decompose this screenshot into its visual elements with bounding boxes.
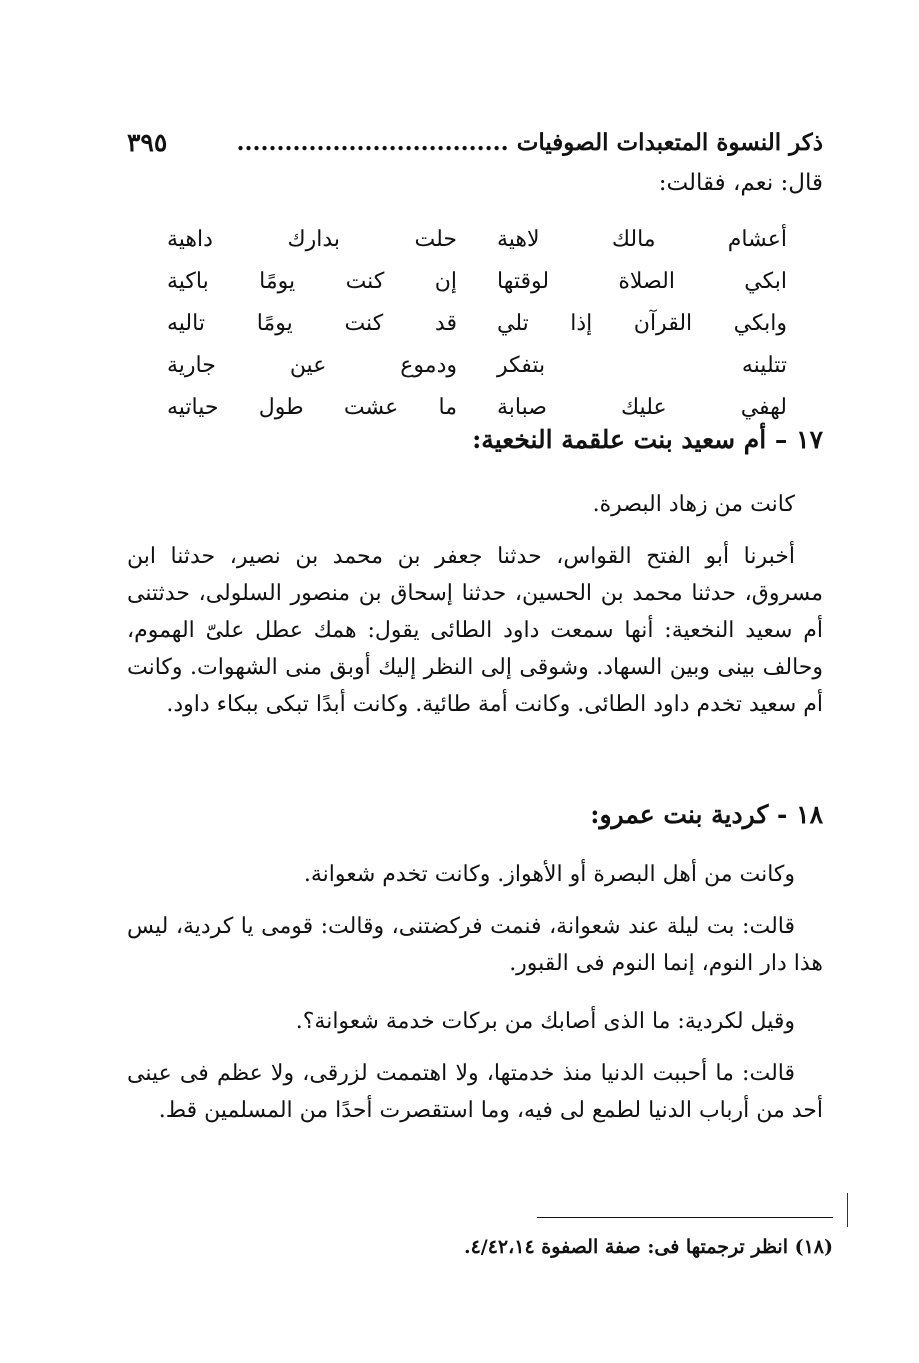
verse-second-hemistich: قد كنت يومًا تاليه xyxy=(167,310,457,336)
footnote-divider xyxy=(537,1217,833,1218)
section-17-paragraph-2: أخبرنا أبو الفتح القواس، حدثنا جعفر بن محمد بن نصير، حدثنا ابن مسروق، حدثنا محمد بن الحسين، حدثنا إسحاق بن منصور السلولى، حدثتنى أم سعيد النخعية: أنها سمعت داود الطائى يقول: همك عطل علىّ الهموم، وحالف بينى وبين السهاد. وشوقى إلى النظر إليك أوبق منى الشهوات. وكانت أم سعيد تخدم داود الطائى. وكانت أمة طائية. وكانت أبدًا تبكى ببكاء داود. xyxy=(127,544,823,717)
margin-mark xyxy=(847,1193,848,1227)
verse-first-hemistich: أعشام مالك لاهية xyxy=(497,226,787,252)
section-18-paragraph-3: وقيل لكردية: ما الذى أصابك من بركات خدمة شعوانة؟. xyxy=(295,1009,795,1034)
poem xyxy=(167,218,787,428)
footnote: (١٨) انظر ترجمتها فى: صفة الصفوة ٤/٤٢،١٤. xyxy=(463,1236,833,1258)
section-18-paragraph-4: قالت: ما أحببت الدنيا منذ خدمتها، ولا اهتممت لزرقى، ولا عظم فى عينى أحد من أرباب الدنيا لطمع لى فيه، وما استقصرت أحدًا من المسلمين قط. xyxy=(127,1061,823,1123)
section-17-heading: ١٧ – أم سعيد بنت علقمة النخعية: xyxy=(472,425,823,454)
verse-second-hemistich: ودموع عين جارية xyxy=(167,352,457,378)
running-header xyxy=(127,122,823,162)
section-18-paragraph-2: قالت: بت ليلة عند شعوانة، فنمت فركضتنى، وقالت: قومى يا كردية، ليس هذا دار النوم، إنما النوم فى القبور. xyxy=(127,914,823,976)
verse-second-hemistich: إن كنت يومًا باكية xyxy=(167,268,457,294)
verse-second-hemistich: حلت بدارك داهية xyxy=(167,226,457,252)
verse-first-hemistich: وابكي القرآن إذا تلي xyxy=(497,310,787,336)
poem-verse xyxy=(167,218,787,260)
poem-verse xyxy=(167,386,787,428)
poem-verse xyxy=(167,302,787,344)
page-number: ٣٩٥ xyxy=(127,127,168,157)
verse-first-hemistich: تتلينه بتفكر xyxy=(497,352,787,378)
header-title: ذكر النسوة المتعبدات الصوفيات .................................. xyxy=(236,128,823,156)
intro-line: قال: نعم، فقالت: xyxy=(658,170,823,196)
poem-verse xyxy=(167,260,787,302)
verse-first-hemistich: لهفي عليك صبابة xyxy=(497,394,787,420)
section-18-paragraph-1: وكانت من أهل البصرة أو الأهواز. وكانت تخدم شعوانة. xyxy=(303,862,795,887)
poem-verse xyxy=(167,344,787,386)
verse-second-hemistich: ما عشت طول حياتيه xyxy=(167,394,457,420)
verse-first-hemistich: ابكي الصلاة لوقتها xyxy=(497,268,787,294)
section-17-paragraph-1: كانت من زهاد البصرة. xyxy=(592,492,795,517)
section-18-heading: ١٨ - كردية بنت عمرو: xyxy=(590,800,823,829)
